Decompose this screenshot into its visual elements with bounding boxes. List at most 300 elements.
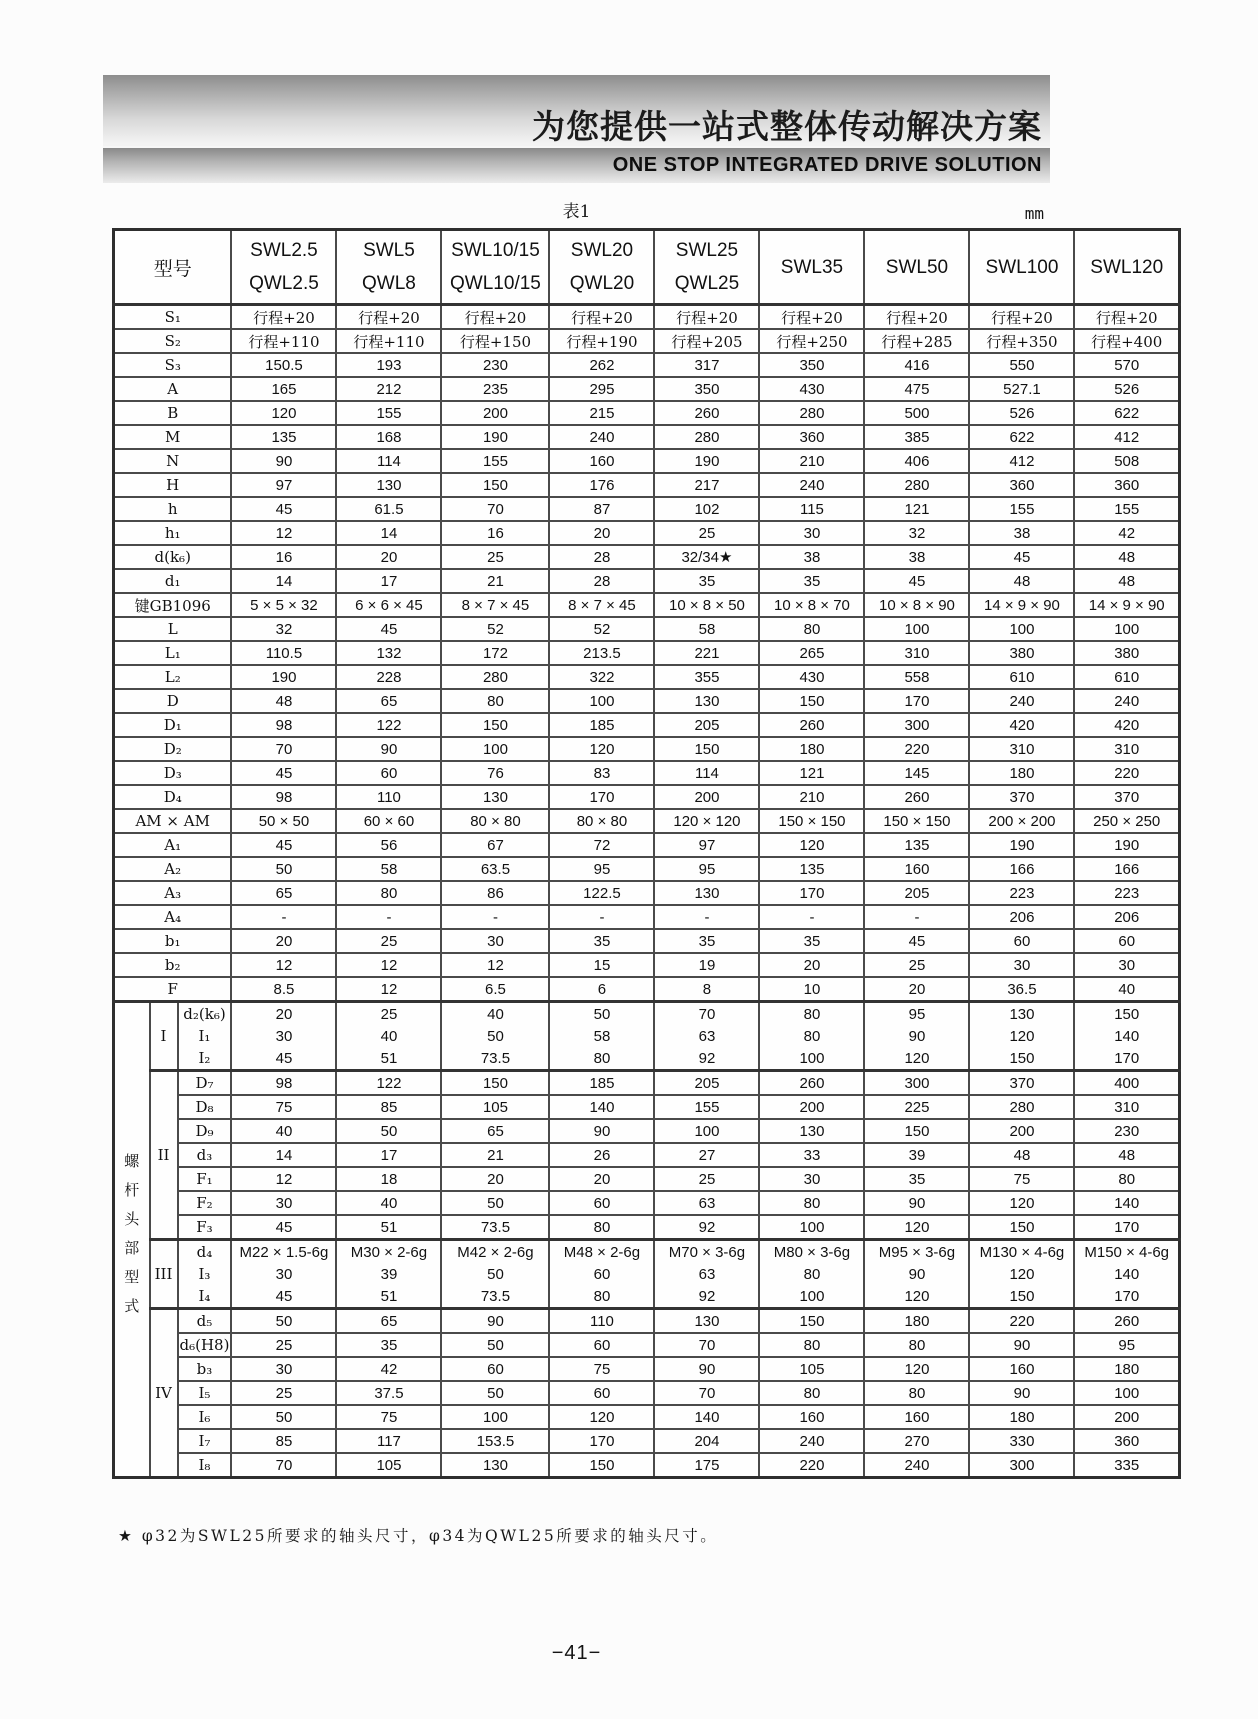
cell: 63: [654, 1263, 759, 1285]
cell: 10 × 8 × 50: [654, 593, 759, 617]
row-label: d₄: [178, 1240, 232, 1264]
cell: 45: [336, 617, 441, 641]
cell: 193: [336, 353, 441, 377]
cell: 行程+20: [336, 305, 441, 330]
page-number: −41−: [551, 1642, 602, 1664]
row-label: D₉: [178, 1119, 232, 1143]
cell: 12: [231, 1167, 336, 1191]
row-label: h₁: [114, 521, 232, 545]
cell: 230: [441, 353, 549, 377]
row-label: b₁: [114, 929, 232, 953]
row-label: D₁: [114, 713, 232, 737]
cell: 130: [654, 1309, 759, 1334]
cell: 20: [441, 1167, 549, 1191]
cell: 30: [231, 1357, 336, 1381]
cell: 35: [759, 929, 864, 953]
cell: 160: [969, 1357, 1074, 1381]
cell: 260: [654, 401, 759, 425]
cell: 60: [549, 1191, 654, 1215]
cell: M48 × 2-6g: [549, 1240, 654, 1264]
cell: 30: [231, 1191, 336, 1215]
cell: 20: [231, 929, 336, 953]
column-header: [969, 230, 1074, 305]
cell: 160: [864, 1405, 969, 1429]
cell: 412: [1074, 425, 1179, 449]
cell: 30: [969, 953, 1074, 977]
cell: 430: [759, 665, 864, 689]
banner-bottom-band: [103, 146, 1050, 183]
row-label: A₃: [114, 881, 232, 905]
cell: 32: [231, 617, 336, 641]
cell: -: [759, 905, 864, 929]
cell: 75: [549, 1357, 654, 1381]
cell: 95: [549, 857, 654, 881]
cell: 100: [441, 737, 549, 761]
cell: 6 × 6 × 45: [336, 593, 441, 617]
cell: 63: [654, 1025, 759, 1047]
column-header: [654, 230, 759, 305]
group-label: II: [150, 1071, 178, 1240]
cell: 100: [549, 689, 654, 713]
cell: 155: [336, 401, 441, 425]
cell: 295: [549, 377, 654, 401]
cell: 400: [1074, 1071, 1179, 1096]
cell: 45: [231, 833, 336, 857]
cell: 35: [759, 569, 864, 593]
cell: 360: [969, 473, 1074, 497]
cell: 51: [336, 1215, 441, 1240]
cell: 150: [549, 1453, 654, 1478]
cell: 98: [231, 1071, 336, 1096]
cell: 260: [1074, 1309, 1179, 1334]
row-label: M: [114, 425, 232, 449]
cell: 80: [549, 1047, 654, 1071]
row-label: F₂: [178, 1191, 232, 1215]
cell: 570: [1074, 353, 1179, 377]
cell: 12: [231, 521, 336, 545]
cell: 210: [759, 449, 864, 473]
cell: 175: [654, 1453, 759, 1478]
cell: 行程+205: [654, 329, 759, 353]
cell: 145: [864, 761, 969, 785]
cell: 95: [654, 857, 759, 881]
cell: 86: [441, 881, 549, 905]
row-label: D₇: [178, 1071, 232, 1096]
cell: 220: [759, 1453, 864, 1478]
cell: 190: [969, 833, 1074, 857]
cell: 16: [231, 545, 336, 569]
row-label: A₂: [114, 857, 232, 881]
cell: 12: [336, 977, 441, 1002]
row-label: h: [114, 497, 232, 521]
cell: 25: [441, 545, 549, 569]
cell: 92: [654, 1285, 759, 1309]
cell: 155: [969, 497, 1074, 521]
row-label: B: [114, 401, 232, 425]
cell: 8 × 7 × 45: [441, 593, 549, 617]
cell: 67: [441, 833, 549, 857]
cell: 322: [549, 665, 654, 689]
cell: 45: [864, 569, 969, 593]
row-label: d₆(H8): [178, 1333, 232, 1357]
cell: 16: [441, 521, 549, 545]
cell: 100: [1074, 1381, 1179, 1405]
cell: 170: [1074, 1047, 1179, 1071]
cell: 80: [864, 1381, 969, 1405]
cell: 240: [759, 1429, 864, 1453]
cell: 240: [1074, 689, 1179, 713]
cell: 558: [864, 665, 969, 689]
cell: 行程+250: [759, 329, 864, 353]
row-label: I₇: [178, 1429, 232, 1453]
cell: 97: [654, 833, 759, 857]
cell: 215: [549, 401, 654, 425]
row-label: I₃: [178, 1263, 232, 1285]
cell: 185: [549, 1071, 654, 1096]
cell: 行程+350: [969, 329, 1074, 353]
row-label: S₃: [114, 353, 232, 377]
cell: 8 × 7 × 45: [549, 593, 654, 617]
cell: 265: [759, 641, 864, 665]
row-label: d(k₆): [114, 545, 232, 569]
cell: 30: [1074, 953, 1179, 977]
cell: 60: [1074, 929, 1179, 953]
cell: 130: [969, 1002, 1074, 1026]
cell: 260: [759, 713, 864, 737]
cell: 180: [864, 1309, 969, 1334]
group-label: III: [150, 1240, 178, 1309]
cell: 85: [336, 1095, 441, 1119]
cell: 33: [759, 1143, 864, 1167]
cell: 622: [969, 425, 1074, 449]
cell: 28: [549, 545, 654, 569]
cell: 100: [654, 1119, 759, 1143]
cell: 190: [654, 449, 759, 473]
cell: 526: [1074, 377, 1179, 401]
cell: 行程+20: [549, 305, 654, 330]
cell: 70: [441, 497, 549, 521]
column-header-line: SWL120: [1090, 256, 1164, 278]
cell: 50: [231, 1309, 336, 1334]
banner-subtitle: ONE STOP INTEGRATED DRIVE SOLUTION: [612, 154, 1042, 176]
cell: 330: [969, 1429, 1074, 1453]
cell: 120 × 120: [654, 809, 759, 833]
cell: 166: [969, 857, 1074, 881]
cell: 行程+150: [441, 329, 549, 353]
cell: 60: [549, 1381, 654, 1405]
cell: 110: [549, 1309, 654, 1334]
cell: 20: [864, 977, 969, 1002]
cell: 58: [549, 1025, 654, 1047]
cell: 39: [336, 1263, 441, 1285]
cell: 190: [231, 665, 336, 689]
cell: 38: [759, 545, 864, 569]
cell: 155: [441, 449, 549, 473]
cell: M80 × 3-6g: [759, 1240, 864, 1264]
row-label: I₂: [178, 1047, 232, 1071]
cell: 32/34★: [654, 545, 759, 569]
cell: 30: [759, 1167, 864, 1191]
cell: 110: [336, 785, 441, 809]
cell: 35: [336, 1333, 441, 1357]
cell: M130 × 4-6g: [969, 1240, 1074, 1264]
cell: 15: [549, 953, 654, 977]
cell: 98: [231, 713, 336, 737]
cell: 14 × 9 × 90: [1074, 593, 1179, 617]
cell: 370: [1074, 785, 1179, 809]
cell: 420: [1074, 713, 1179, 737]
cell: 610: [969, 665, 1074, 689]
column-header-line: SWL35: [780, 256, 844, 278]
column-header-line: QWL2.5: [249, 273, 319, 294]
cell: 行程+400: [1074, 329, 1179, 353]
row-label: N: [114, 449, 232, 473]
cell: 58: [654, 617, 759, 641]
cell: 8.5: [231, 977, 336, 1002]
column-header-line: QWL10/15: [450, 273, 541, 294]
column-header-line: SWL25: [675, 240, 739, 261]
cell: 150: [1074, 1002, 1179, 1026]
column-header-line: SWL5: [363, 240, 415, 261]
cell: 51: [336, 1285, 441, 1309]
cell: 270: [864, 1429, 969, 1453]
cell: 45: [864, 929, 969, 953]
cell: 18: [336, 1167, 441, 1191]
cell: 48: [1074, 569, 1179, 593]
cell: 50: [549, 1002, 654, 1026]
cell: 80: [759, 1025, 864, 1047]
cell: 170: [759, 881, 864, 905]
cell: 40: [441, 1002, 549, 1026]
cell: 190: [1074, 833, 1179, 857]
cell: 行程+20: [231, 305, 336, 330]
cell: 355: [654, 665, 759, 689]
cell: 60: [969, 929, 1074, 953]
cell: 527.1: [969, 377, 1074, 401]
cell: 40: [336, 1025, 441, 1047]
cell: 370: [969, 1071, 1074, 1096]
cell: 240: [864, 1453, 969, 1478]
cell: 21: [441, 569, 549, 593]
row-label: D₃: [114, 761, 232, 785]
cell: 100: [759, 1047, 864, 1071]
row-label: L: [114, 617, 232, 641]
cell: 121: [864, 497, 969, 521]
group-label: IV: [150, 1309, 178, 1478]
cell: 75: [969, 1167, 1074, 1191]
cell: 120: [549, 737, 654, 761]
cell: 90: [864, 1263, 969, 1285]
cell: 45: [231, 1215, 336, 1240]
cell: 180: [1074, 1357, 1179, 1381]
cell: 38: [864, 545, 969, 569]
row-label: F: [114, 977, 232, 1002]
cell: 212: [336, 377, 441, 401]
cell: 205: [654, 1071, 759, 1096]
cell: 20: [231, 1002, 336, 1026]
cell: 105: [441, 1095, 549, 1119]
cell: 40: [1074, 977, 1179, 1002]
cell: 25: [654, 521, 759, 545]
cell: 622: [1074, 401, 1179, 425]
cell: 30: [231, 1025, 336, 1047]
cell: 90: [441, 1309, 549, 1334]
cell: 220: [1074, 761, 1179, 785]
cell: 200: [441, 401, 549, 425]
cell: 210: [759, 785, 864, 809]
cell: 130: [336, 473, 441, 497]
cell: 20: [336, 545, 441, 569]
cell: 260: [759, 1071, 864, 1096]
cell: 50 × 50: [231, 809, 336, 833]
cell: 160: [549, 449, 654, 473]
cell: 90: [969, 1381, 1074, 1405]
cell: 114: [336, 449, 441, 473]
row-label: d₃: [178, 1143, 232, 1167]
cell: 40: [231, 1119, 336, 1143]
cell: 370: [969, 785, 1074, 809]
cell: 40: [336, 1191, 441, 1215]
cell: 155: [1074, 497, 1179, 521]
cell: 25: [231, 1381, 336, 1405]
column-header: [864, 230, 969, 305]
cell: 行程+20: [1074, 305, 1179, 330]
cell: 550: [969, 353, 1074, 377]
cell: 121: [759, 761, 864, 785]
cell: 50: [441, 1381, 549, 1405]
cell: 500: [864, 401, 969, 425]
cell: 220: [969, 1309, 1074, 1334]
row-label: H: [114, 473, 232, 497]
cell: 6.5: [441, 977, 549, 1002]
row-label: d₅: [178, 1309, 232, 1334]
cell: 75: [231, 1095, 336, 1119]
cell: 117: [336, 1429, 441, 1453]
cell: 150: [759, 1309, 864, 1334]
cell: 200 × 200: [969, 809, 1074, 833]
cell: 50: [441, 1333, 549, 1357]
cell: 100: [759, 1285, 864, 1309]
cell: 行程+20: [969, 305, 1074, 330]
cell: 170: [1074, 1285, 1179, 1309]
cell: 160: [759, 1405, 864, 1429]
cell: 155: [654, 1095, 759, 1119]
cell: 80: [549, 1285, 654, 1309]
cell: 92: [654, 1215, 759, 1240]
cell: 250 × 250: [1074, 809, 1179, 833]
cell: 176: [549, 473, 654, 497]
cell: 25: [231, 1333, 336, 1357]
cell: 80: [759, 1333, 864, 1357]
cell: 6: [549, 977, 654, 1002]
spec-table-grid: [112, 228, 1181, 1479]
cell: 130: [759, 1119, 864, 1143]
cell: 25: [336, 1002, 441, 1026]
cell: 58: [336, 857, 441, 881]
cell: 50: [336, 1119, 441, 1143]
cell: 150: [441, 1071, 549, 1096]
table-caption: 表1: [562, 202, 591, 222]
cell: 76: [441, 761, 549, 785]
cell: 70: [654, 1381, 759, 1405]
cell: 80: [1074, 1167, 1179, 1191]
cell: 122.5: [549, 881, 654, 905]
cell: 30: [441, 929, 549, 953]
cell: 35: [654, 929, 759, 953]
cell: 50: [441, 1191, 549, 1215]
column-header: [231, 230, 336, 305]
cell: 223: [1074, 881, 1179, 905]
cell: 80 × 80: [549, 809, 654, 833]
row-label: D: [114, 689, 232, 713]
cell: 73.5: [441, 1285, 549, 1309]
cell: 235: [441, 377, 549, 401]
cell: 180: [969, 1405, 1074, 1429]
row-label: S₂: [114, 329, 232, 353]
row-label: d₂(k₆): [178, 1002, 232, 1026]
cell: 140: [654, 1405, 759, 1429]
row-label: A₁: [114, 833, 232, 857]
cell: 475: [864, 377, 969, 401]
column-header-line: QWL20: [569, 273, 635, 294]
row-label: F₃: [178, 1215, 232, 1240]
cell: 95: [1074, 1333, 1179, 1357]
row-label: F₁: [178, 1167, 232, 1191]
group-label: I: [150, 1002, 178, 1071]
cell: 200: [1074, 1405, 1179, 1429]
cell: 39: [864, 1143, 969, 1167]
column-header-line: QWL25: [674, 273, 740, 294]
cell: 120: [969, 1025, 1074, 1047]
cell: 300: [864, 713, 969, 737]
cell: 50: [231, 1405, 336, 1429]
cell: 213.5: [549, 641, 654, 665]
cell: 90: [654, 1357, 759, 1381]
footnote: ★ φ32为SWL25所要求的轴头尺寸，φ34为QWL25所要求的轴头尺寸。: [118, 1527, 719, 1545]
cell: 280: [441, 665, 549, 689]
cell: 115: [759, 497, 864, 521]
cell: 100: [969, 617, 1074, 641]
cell: 185: [549, 713, 654, 737]
cell: 217: [654, 473, 759, 497]
cell: 335: [1074, 1453, 1179, 1478]
cell: 10: [759, 977, 864, 1002]
cell: 310: [1074, 1095, 1179, 1119]
cell: 120: [759, 833, 864, 857]
cell: 行程+110: [336, 329, 441, 353]
cell: 80: [759, 617, 864, 641]
cell: 132: [336, 641, 441, 665]
row-label: D₄: [114, 785, 232, 809]
cell: M30 × 2-6g: [336, 1240, 441, 1264]
cell: 140: [1074, 1025, 1179, 1047]
cell: 45: [231, 1047, 336, 1071]
cell: 80 × 80: [441, 809, 549, 833]
cell: -: [549, 905, 654, 929]
cell: 14: [336, 521, 441, 545]
cell: 150: [969, 1215, 1074, 1240]
cell: 100: [441, 1405, 549, 1429]
column-header: [336, 230, 441, 305]
cell: 14: [231, 1143, 336, 1167]
cell: 行程+190: [549, 329, 654, 353]
cell: 97: [231, 473, 336, 497]
cell: 221: [654, 641, 759, 665]
cell: 105: [336, 1453, 441, 1478]
cell: 60: [549, 1333, 654, 1357]
cell: 60: [336, 761, 441, 785]
cell: 25: [336, 929, 441, 953]
